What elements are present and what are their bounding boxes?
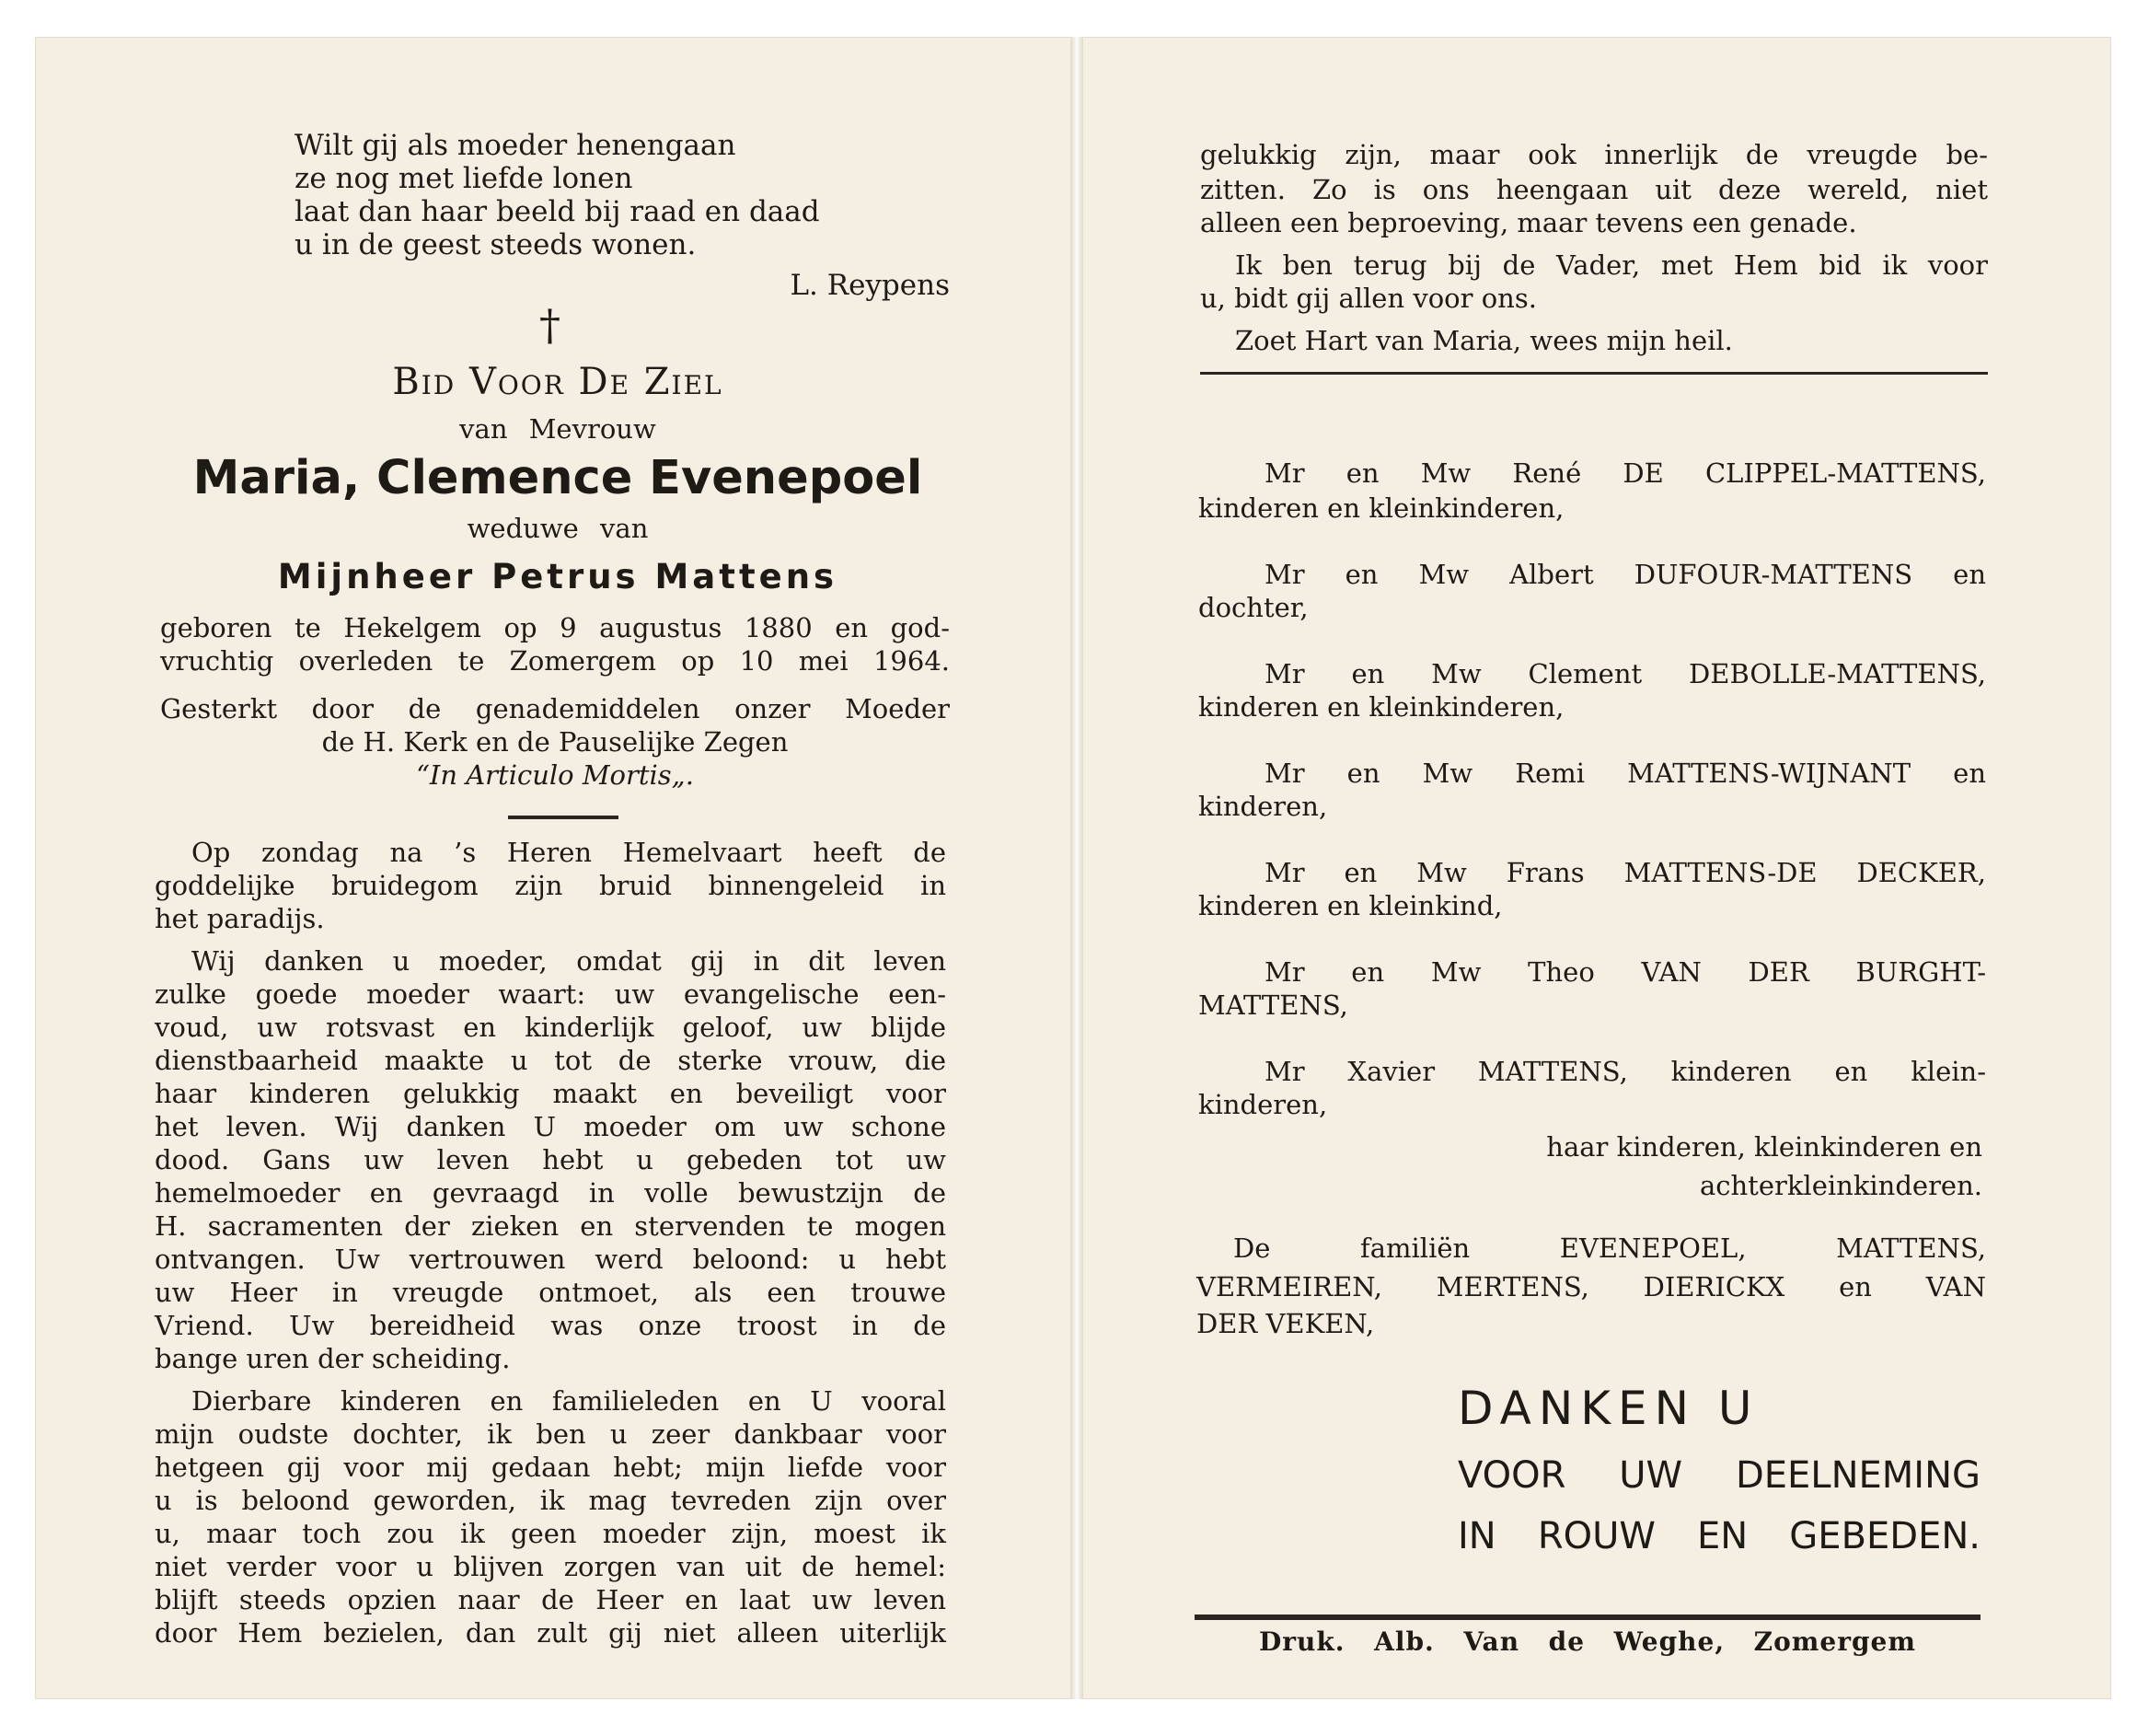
poem-line: u in de geest steeds wonen.: [294, 228, 697, 261]
body-line: door Hem bezielen, dan zult gij niet alleen uiterlijk: [155, 1617, 946, 1649]
body-line: zulke goede moeder waart: uw evangelische een-: [155, 978, 946, 1010]
family-line: Mr en Mw Remi MATTENS-WIJNANT en: [1265, 758, 1986, 789]
body-line: Wij danken u moeder, omdat gij in dit leven: [191, 945, 946, 977]
families-line: De familiën EVENEPOEL, MATTENS,: [1233, 1233, 1986, 1264]
continuation-line: zitten. Zo is ons heengaan uit deze wereld, niet: [1200, 174, 1988, 205]
body-line: het paradijs.: [155, 903, 325, 934]
poem-line: Wilt gij als moeder henengaan: [294, 129, 736, 162]
family-line: kinderen,: [1198, 791, 1328, 822]
family-line: MATTENS,: [1198, 990, 1348, 1021]
sacraments-line: de H. Kerk en de Pauselijke Zegen: [321, 726, 789, 758]
family-line: kinderen en kleinkinderen,: [1198, 492, 1565, 524]
deceased-name: Maria, Clemence Evenepoel: [192, 451, 923, 505]
poem-author: L. Reypens: [790, 269, 950, 302]
families-line: DER VEKEN,: [1196, 1308, 1375, 1339]
family-line: dochter,: [1198, 592, 1309, 623]
poem: [294, 129, 820, 261]
birth-line: geboren te Hekelgem op 9 augustus 1880 en god-: [160, 612, 950, 643]
continuation-line: Ik ben terug bij de Vader, met Hem bid ik voor: [1235, 249, 1988, 281]
printer-credit: Druk. Alb. Van de Weghe, Zomergem: [1259, 1626, 1916, 1657]
cross-symbol: †: [539, 300, 560, 350]
body-line: Dierbare kinderen en familieleden en U vooral: [191, 1385, 946, 1417]
family-line: Mr en Mw Theo VAN DER BURGHT-: [1265, 956, 1986, 988]
sacraments-line: Gesterkt door de genademiddelen onzer Moeder: [160, 693, 950, 724]
body-line: mijn oudste dochter, ik ben u zeer dankbaar voor: [155, 1418, 946, 1450]
family-line: kinderen en kleinkinderen,: [1198, 691, 1565, 723]
widow-of: weduwe van: [467, 513, 649, 544]
thanks-line: VOOR UW DEELNEMING: [1458, 1454, 1981, 1497]
body-line: ontvangen. Uw vertrouwen werd beloond: u hebt: [155, 1244, 946, 1275]
family-line: Mr Xavier MATTENS, kinderen en klein-: [1265, 1056, 1986, 1087]
card-fold: [1071, 37, 1082, 1699]
body-line: u, maar toch zou ik geen moeder zijn, moest ik: [155, 1518, 946, 1549]
thanks-title: DANKEN U: [1458, 1382, 1760, 1435]
continuation-line: Zoet Hart van Maria, wees mijn heil.: [1235, 325, 1733, 356]
divider: [1200, 372, 1988, 375]
body-line: bange uren der scheiding.: [155, 1343, 511, 1374]
body-line: Vriend. Uw bereidheid was onze troost in de: [155, 1310, 946, 1341]
body-line: Op zondag na ’s Heren Hemelvaart heeft de: [191, 837, 946, 868]
body-line: dood. Gans uw leven hebt u gebeden tot uw: [155, 1144, 946, 1175]
family-line: Mr en Mw Clement DEBOLLE-MATTENS,: [1265, 658, 1986, 689]
body-line: uw Heer in vreugde ontmoet, als een trouwe: [155, 1277, 946, 1308]
poem-line: ze nog met liefde lonen: [294, 162, 633, 195]
sacraments-line: “In Articulo Mortis„.: [416, 759, 694, 791]
body-line: blijft steeds opzien naar de Heer en laat uw leven: [155, 1584, 946, 1615]
continuation-line: gelukkig zijn, maar ook innerlijk de vreugde be-: [1200, 139, 1988, 170]
husband-name: Mijnheer Petrus Mattens: [277, 557, 838, 596]
body-line: het leven. Wij danken U moeder om uw schone: [155, 1111, 946, 1142]
family-line: Mr en Mw René DE CLIPPEL-MATTENS,: [1265, 457, 1986, 489]
continuation-line: alleen een beproeving, maar tevens een genade.: [1200, 207, 1857, 238]
continuation-line: u, bidt gij allen voor ons.: [1200, 283, 1537, 314]
body-line: hemelmoeder en gevraagd in volle bewustzijn de: [155, 1177, 946, 1209]
footer-rule: [1195, 1614, 1981, 1620]
body-line: niet verder voor u blijven zorgen van uit de hemel:: [155, 1551, 946, 1582]
family-line: kinderen,: [1198, 1089, 1328, 1120]
body-line: H. sacramenten der zieken en stervenden te mogen: [155, 1210, 946, 1242]
prayer-heading: Bid Voor De Ziel: [392, 361, 723, 403]
body-line: haar kinderen gelukkig maakt en beveiligt voor: [155, 1078, 946, 1109]
grandchildren-line: achterkleinkinderen.: [1699, 1170, 1982, 1201]
family-line: Mr en Mw Albert DUFOUR-MATTENS en: [1265, 559, 1986, 590]
body-line: u is beloond geworden, ik mag tevreden zijn over: [155, 1485, 946, 1516]
grandchildren-line: haar kinderen, kleinkinderen en: [1546, 1131, 1982, 1163]
thanks-line: IN ROUW EN GEBEDEN.: [1458, 1515, 1981, 1557]
body-line: goddelijke bruidegom zijn bruid binnengeleid in: [155, 870, 946, 901]
families-line: VERMEIREN, MERTENS, DIERICKX en VAN: [1196, 1271, 1986, 1302]
van-mevrouw: van Mevrouw: [459, 413, 656, 445]
body-line: hetgeen gij voor mij gedaan hebt; mijn liefde voor: [155, 1452, 946, 1483]
poem-line: laat dan haar beeld bij raad en daad: [294, 195, 820, 228]
body-line: voud, uw rotsvast en kinderlijk geloof, uw blijde: [155, 1012, 946, 1043]
body-line: dienstbaarheid maakte u tot de sterke vrouw, die: [155, 1045, 946, 1076]
divider: [508, 816, 618, 819]
family-line: kinderen en kleinkind,: [1198, 890, 1503, 921]
death-line: vruchtig overleden te Zomergem op 10 mei 1964.: [160, 645, 950, 677]
family-line: Mr en Mw Frans MATTENS-DE DECKER,: [1265, 857, 1986, 888]
